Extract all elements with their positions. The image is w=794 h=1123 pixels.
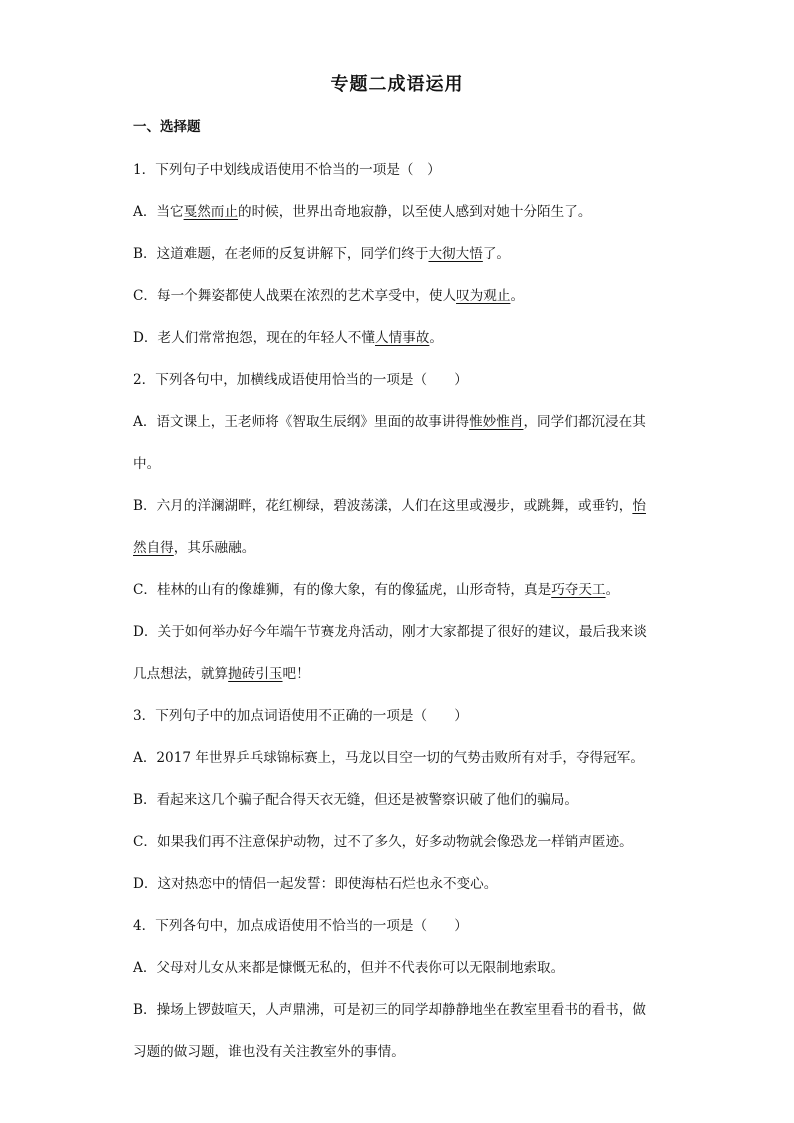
underlined-idiom: 惟妙惟肖: [469, 414, 524, 430]
underlined-idiom: 怡: [632, 498, 646, 514]
text-segment: D．关于如何举办好今年端午节赛龙舟活动，刚才大家都提了很好的建议，最后我来谈: [133, 624, 647, 640]
text-segment: C．如果我们再不注意保护动物，过不了多久，好多动物就会像恐龙一样销声匿迹。: [133, 834, 633, 850]
text-segment: A．语文课上，王老师将《智取生辰纲》里面的故事讲得: [133, 414, 470, 430]
text-segment: 吧！: [282, 666, 310, 682]
text-line: [133, 527, 665, 569]
text-line: [133, 737, 665, 779]
underlined-idiom: 叹为观止: [456, 288, 511, 304]
text-segment: 2．下列各句中，加横线成语使用恰当的一项是（ ）: [133, 372, 468, 388]
text-segment: B．这道难题，在老师的反复讲解下，同学们终于: [133, 246, 429, 262]
text-segment: 。: [429, 330, 443, 346]
text-line: [133, 401, 665, 443]
text-line: [133, 485, 665, 527]
text-line: [133, 1031, 665, 1073]
text-segment: 。: [605, 582, 620, 598]
text-line: [133, 905, 665, 947]
text-line: [133, 275, 665, 317]
text-line: [133, 443, 665, 485]
text-segment: 习题的做习题，谁也没有关注教室外的事情。: [133, 1044, 405, 1060]
text-segment: 的时候，世界出奇地寂静，以至使人感到对她十分陌生了。: [237, 204, 592, 220]
text-line: [133, 989, 665, 1031]
text-line: [133, 863, 665, 905]
text-segment: 。: [510, 288, 525, 304]
text-segment: 3．下列句子中的加点词语使用不正确的一项是（ ）: [133, 708, 468, 724]
text-line: [133, 611, 665, 653]
text-segment: ，其乐融融。: [173, 540, 256, 556]
text-segment: 4．下列各句中，加点成语使用不恰当的一项是（ ）: [133, 918, 468, 934]
section-heading: 一、选择题: [133, 119, 201, 135]
text-segment: 中。: [133, 456, 161, 472]
text-line: [133, 149, 665, 191]
underlined-idiom: 巧夺天工: [551, 582, 606, 598]
text-line: [133, 821, 665, 863]
text-line: [133, 653, 665, 695]
text-line: [133, 359, 665, 401]
text-segment: D．这对热恋中的情侣一起发誓：即使海枯石烂也永不变心。: [133, 876, 498, 892]
text-segment: 了。: [482, 246, 511, 262]
text-segment: B．看起来这几个骗子配合得天衣无缝，但还是被警察识破了他们的骗局。: [133, 792, 578, 808]
text-line: [133, 947, 665, 989]
text-line: [133, 317, 665, 359]
text-line: [133, 695, 665, 737]
text-line: [133, 191, 665, 233]
text-segment: A．2017 年世界乒乓球锦标赛上，马龙以目空一切的气势击败所有对手，夺得冠军。: [133, 750, 644, 766]
underlined-idiom: 抛砖引玉: [228, 666, 283, 682]
text-segment: D．老人们常常抱怨，现在的年轻人不懂: [133, 330, 375, 346]
question-body: [133, 149, 665, 1073]
text-segment: A．父母对儿女从来都是慷慨无私的，但并不代表你可以无限制地索取。: [133, 960, 565, 976]
text-segment: B．操场上锣鼓喧天，人声鼎沸，可是初三的同学却静静地坐在教室里看书的看书，做: [133, 1002, 646, 1018]
page-title: 专题二成语运用: [330, 74, 464, 95]
text-segment: C．每一个舞姿都使人战栗在浓烈的艺术享受中，使人: [133, 288, 457, 304]
text-segment: 1．下列句子中划线成语使用不恰当的一项是（ ）: [133, 162, 441, 178]
text-line: [133, 779, 665, 821]
text-segment: 几点想法，就算: [133, 666, 229, 682]
underlined-idiom: 大彻大悟: [428, 246, 483, 262]
text-segment: A．当它: [133, 204, 184, 220]
text-segment: ，同学们都沉浸在其: [523, 414, 646, 430]
text-line: [133, 233, 665, 275]
text-line: [133, 569, 665, 611]
text-segment: C．桂林的山有的像雄狮，有的像大象，有的像猛虎，山形奇特，真是: [133, 582, 552, 598]
underlined-idiom: 人情事故: [375, 330, 430, 346]
underlined-idiom: 然自得: [133, 540, 174, 556]
underlined-idiom: 戛然而止: [183, 204, 238, 220]
text-segment: B．六月的洋澜湖畔，花红柳绿，碧波荡漾，人们在这里或漫步，或跳舞，或垂钓，: [133, 498, 633, 514]
